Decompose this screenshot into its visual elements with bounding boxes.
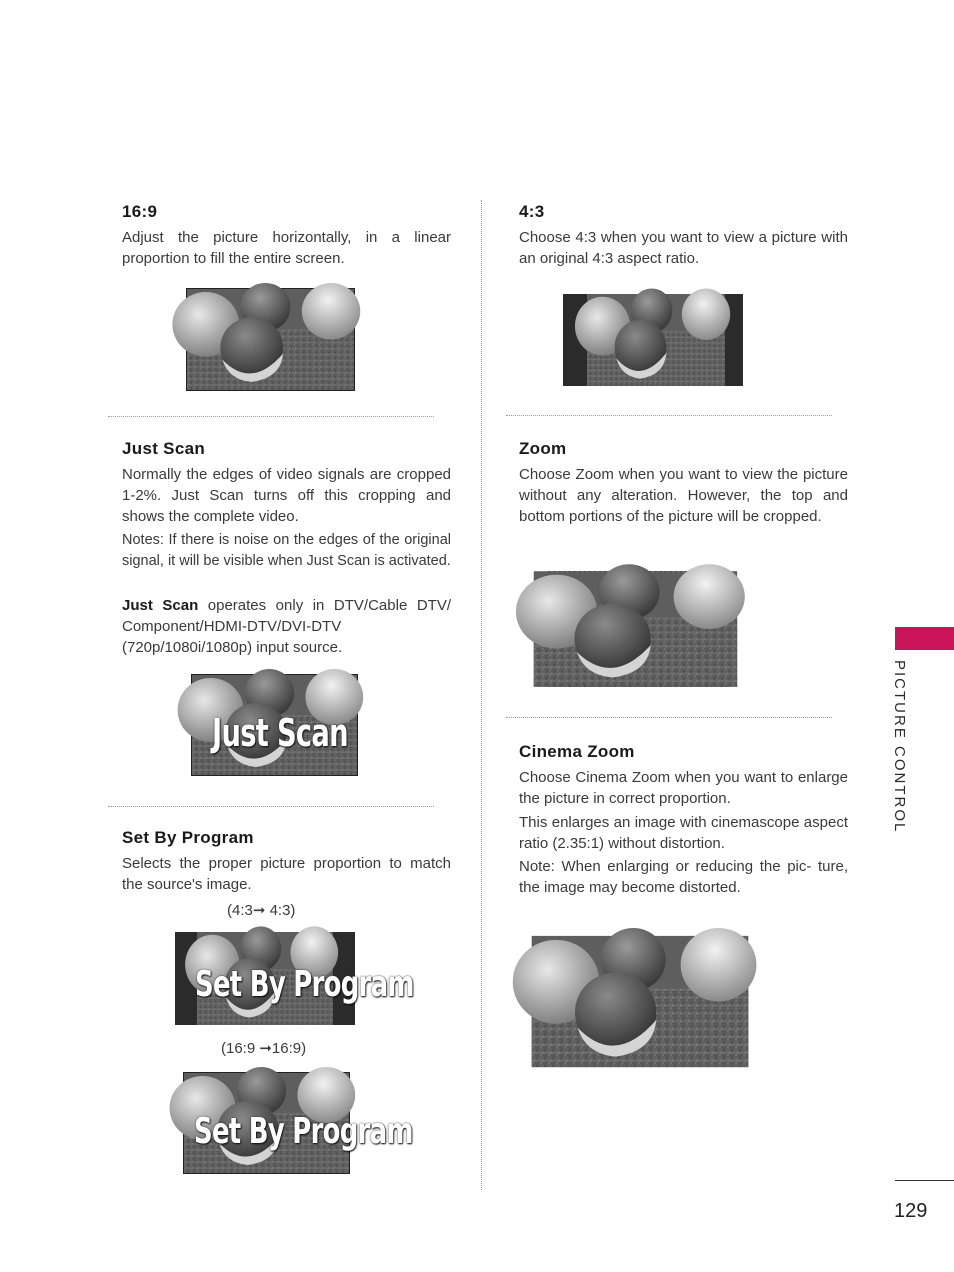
- sources-text: operates only in DTV/Cable DTV/ Component/HDMI-DTV/DVI-DTV (720p/1080i/1080p) input source.: [122, 597, 451, 656]
- caption-4-3: (4:3➞ 4:3): [227, 902, 296, 919]
- section-body-set-by-program: Selects the proper picture proportion to match the source's image.: [122, 855, 451, 893]
- section-title-just-scan: Just Scan: [122, 439, 206, 458]
- divider: [506, 717, 832, 718]
- section-body-zoom: Choose Zoom when you want to view the picture without any alteration. However, the top and bottom portions of the picture will be cropped.: [519, 466, 848, 525]
- illustration-set-by-program-16-9: [183, 1072, 413, 1174]
- section-title-16-9: 16:9: [122, 202, 158, 221]
- column-divider: [481, 200, 482, 1190]
- section-title-cinema-zoom: Cinema Zoom: [519, 742, 635, 761]
- overlay-label-set-by-program: Set By Program: [194, 1111, 413, 1152]
- section-body-cinema-zoom-1: Choose Cinema Zoom when you want to enlarge the picture in correct proportion.: [519, 769, 848, 807]
- section-title-zoom: Zoom: [519, 439, 567, 458]
- divider: [108, 806, 434, 807]
- caption-16-9: (16:9 ➞16:9): [221, 1040, 307, 1057]
- overlay-label-just-scan: Just Scan: [212, 711, 348, 755]
- overlay-label-set-by-program: Set By Program: [195, 964, 414, 1005]
- divider: [506, 415, 832, 416]
- section-title-4-3: 4:3: [519, 202, 545, 221]
- chapter-tab: [895, 627, 954, 650]
- section-body-cinema-zoom-3: Note: When enlarging or reducing the pic- ture, the image may become distorted.: [519, 858, 848, 896]
- section-body-4-3: Choose 4:3 when you want to view a picture with an original 4:3 aspect ratio.: [519, 229, 848, 267]
- illustration-16-9: [186, 288, 355, 391]
- section-body-just-scan: Normally the edges of video signals are cropped 1-2%. Just Scan turns off this cropping and shows the complete video.: [122, 466, 451, 525]
- section-body-16-9: Adjust the picture horizontally, in a linear proportion to fill the entire screen.: [122, 229, 451, 267]
- illustration-set-by-program-4-3: [175, 932, 414, 1025]
- section-body-cinema-zoom-2: This enlarges an image with cinemascope aspect ratio (2.35:1) without distortion.: [519, 814, 848, 852]
- illustration-4-3: [563, 294, 743, 386]
- section-title-set-by-program: Set By Program: [122, 828, 254, 847]
- page-number-rule: [895, 1180, 954, 1181]
- divider: [108, 416, 434, 417]
- page-number: 129: [894, 1200, 928, 1222]
- chapter-label: PICTURE CONTROL: [891, 660, 908, 834]
- section-sources-just-scan: [122, 595, 451, 658]
- bold-lead: Just Scan: [122, 597, 199, 614]
- illustration-zoom: [548, 571, 728, 687]
- illustration-cinema-zoom: [539, 941, 739, 1060]
- illustration-just-scan: [191, 674, 358, 776]
- section-notes-just-scan: Notes: If there is noise on the edges of the original signal, it will be visible when Just Scan is activated.: [122, 532, 451, 569]
